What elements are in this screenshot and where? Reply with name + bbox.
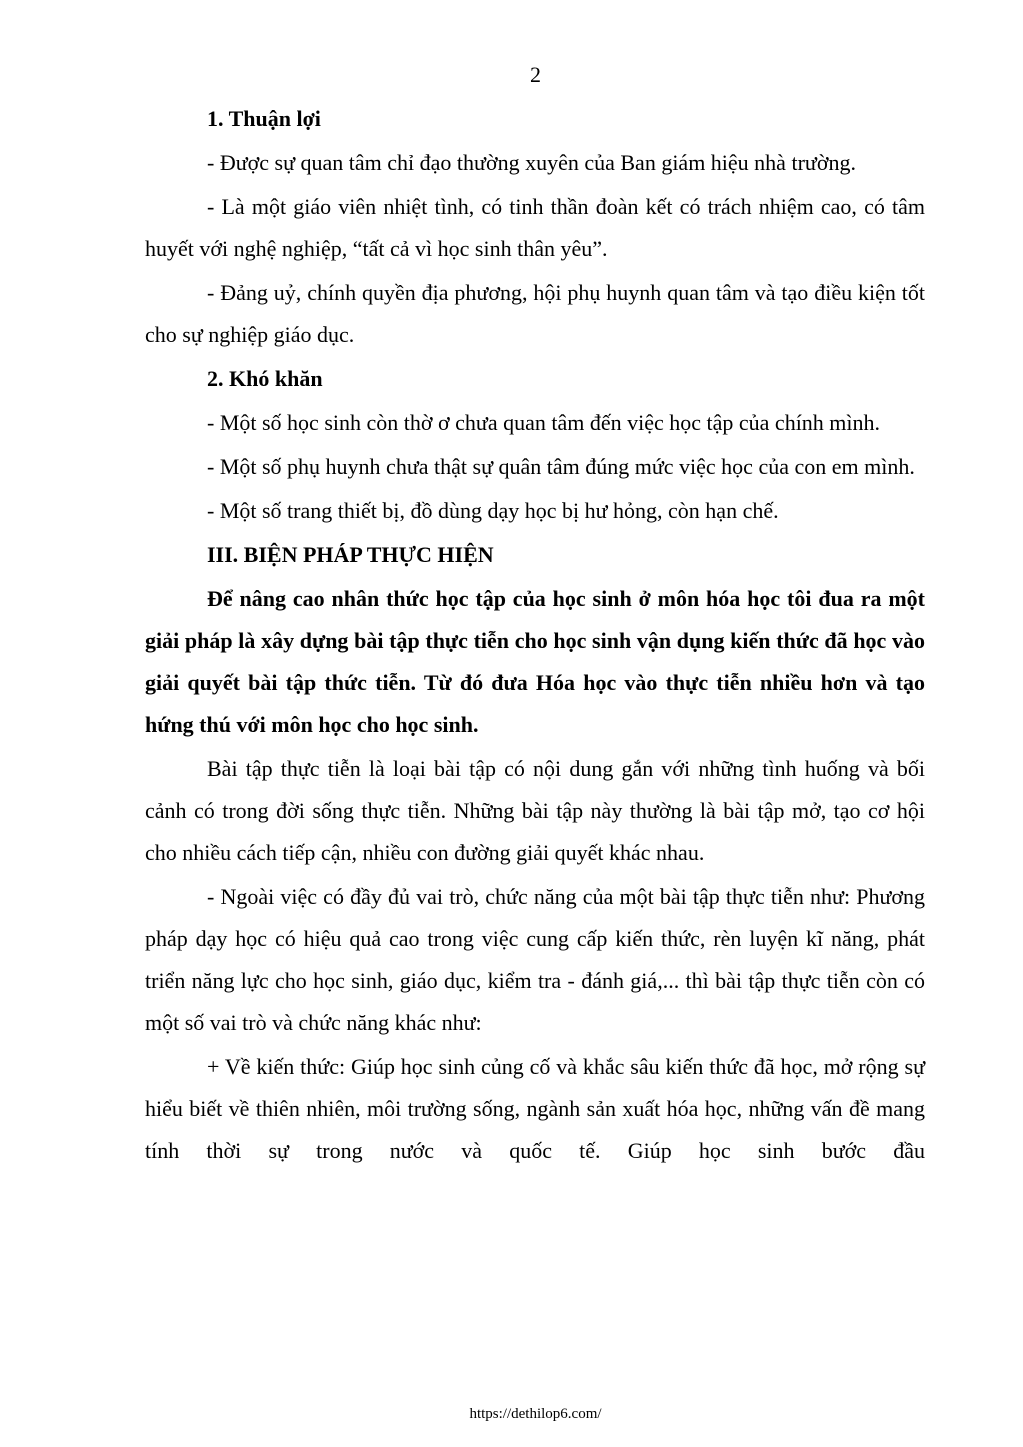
bien-phap-paragraph-3: + Về kiến thức: Giúp học sinh củng cố và khắc sâu kiến thức đã học, mở rộng sự hiểu biết về thiên nhiên, môi trường sống, ngành sản xuất hóa học, những vấn đề mang tính thời sự trong nước và quốc tế. Giúp học sinh bước đầu <box>145 1054 925 1163</box>
thuan-loi-item-1: - Được sự quan tâm chỉ đạo thường xuyên của Ban giám hiệu nhà trường. <box>207 150 856 175</box>
kho-khan-item-2: - Một số phụ huynh chưa thật sự quân tâm đúng mức việc học của con em mình. <box>207 454 915 479</box>
heading-bien-phap: III. BIỆN PHÁP THỰC HIỆN <box>207 542 494 567</box>
document-body <box>145 98 925 1174</box>
kho-khan-item-3: - Một số trang thiết bị, đồ dùng dạy học bị hư hỏng, còn hạn chế. <box>207 498 779 523</box>
bien-phap-bold-paragraph: Để nâng cao nhân thức học tập của học sinh ở môn hóa học tôi đua ra một giải pháp là xây dựng bài tập thực tiễn cho học sinh vận dụng kiến thức đã học vào giải quyết bài tập thức tiễn. Từ đó đưa Hóa học vào thực tiễn nhiều hơn và tạo hứng thú với môn học cho học sinh. <box>145 586 925 737</box>
bien-phap-paragraph-2: - Ngoài việc có đầy đủ vai trò, chức năng của một bài tập thực tiễn như: Phương pháp dạy học có hiệu quả cao trong việc cung cấp kiến thức, rèn luyện kĩ năng, phát triển năng lực cho học sinh, giáo dục, kiểm tra - đánh giá,... thì bài tập thực tiễn còn có một số vai trò và chức năng khác như: <box>145 884 925 1035</box>
page-number: 2 <box>530 62 541 87</box>
bien-phap-paragraph-1: Bài tập thực tiễn là loại bài tập có nội dung gắn với những tình huống và bối cảnh có trong đời sống thực tiễn. Những bài tập này thường là bài tập mở, tạo cơ hội cho nhiều cách tiếp cận, nhiều con đường giải quyết khác nhau. <box>145 756 925 865</box>
heading-kho-khan: 2. Khó khăn <box>207 366 323 391</box>
footer-url: https://dethilop6.com/ <box>469 1406 602 1422</box>
thuan-loi-item-2: - Là một giáo viên nhiệt tình, có tinh thần đoàn kết có trách nhiệm cao, có tâm huyết với nghệ nghiệp, “tất cả vì học sinh thân yêu”. <box>145 194 925 261</box>
heading-thuan-loi: 1. Thuận lợi <box>207 106 321 131</box>
thuan-loi-item-3: - Đảng uỷ, chính quyền địa phương, hội phụ huynh quan tâm và tạo điều kiện tốt cho sự nghiệp giáo dục. <box>145 280 925 347</box>
kho-khan-item-1: - Một số học sinh còn thờ ơ chưa quan tâm đến việc học tập của chính mình. <box>207 410 881 435</box>
